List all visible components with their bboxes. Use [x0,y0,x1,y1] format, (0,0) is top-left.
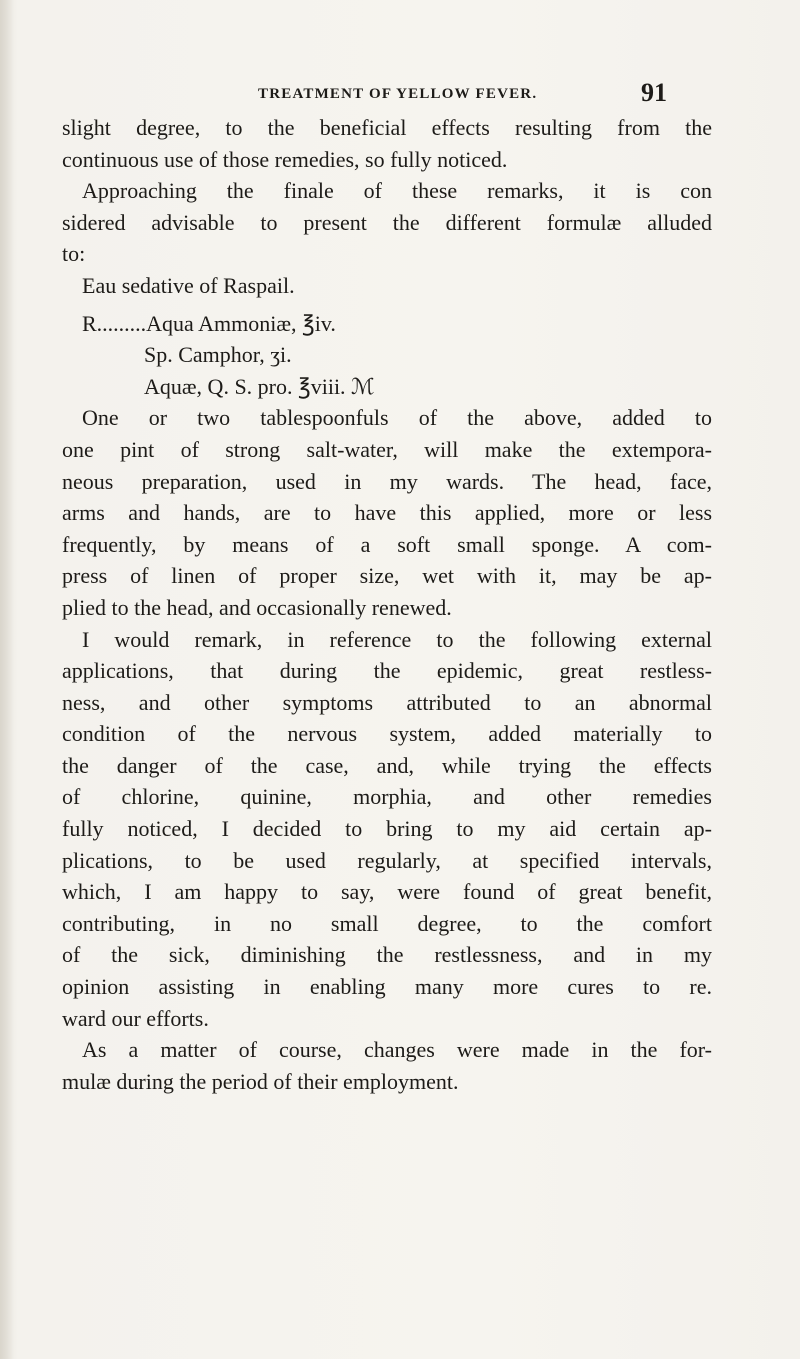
page-number: 91 [641,78,667,107]
formula-line: R.........Aqua Ammoniæ, ℥iv. [82,310,336,336]
text-line: fully noticed, I decided to bring to my aid certain ap- [62,816,712,842]
text-line: of chlorine, quinine, morphia, and other remedies [62,784,712,810]
text-line: of the sick, diminishing the restlessness, and in my [62,942,712,968]
text-line: the danger of the case, and, while trying the effects [62,752,712,778]
formula-line: Aquæ, Q. S. pro. ℥viii. ℳ [144,373,375,399]
formula-line: Sp. Camphor, ʒi. [144,342,292,368]
text-line: opinion assisting in enabling many more cures to re. [62,974,712,1000]
body-text [62,112,712,1097]
page-edge-shadow [0,0,14,1359]
text-line: neous preparation, used in my wards. The head, face, [62,468,712,494]
running-head: TREATMENT OF YELLOW FEVER. [258,86,538,102]
text-line: mulæ during the period of their employment. [62,1068,459,1094]
text-line: contributing, in no small degree, to the comfort [62,910,712,936]
text-line: frequently, by means of a soft small sponge. A com- [62,531,712,557]
text-line: I would remark, in reference to the following external [82,626,712,652]
text-line: One or two tablespoonfuls of the above, added to [82,405,712,431]
text-line: ward our efforts. [62,1005,209,1031]
text-line: applications, that during the epidemic, great restless- [62,658,712,684]
text-line: slight degree, to the beneficial effects resulting from the [62,115,712,140]
text-line: one pint of strong salt-water, will make the extempora- [62,436,712,462]
text-line: arms and hands, are to have this applied, more or less [62,500,712,526]
page-header [0,78,800,108]
text-line: which, I am happy to say, were found of great benefit, [62,879,712,905]
text-line: press of linen of proper size, wet with it, may be ap- [62,563,712,589]
text-line: Approaching the finale of these remarks, it is con [82,178,712,204]
text-line: sidered advisable to present the different formulæ alluded [62,209,712,235]
text-line: plied to the head, and occasionally renewed. [62,594,452,620]
text-line: to: [62,241,86,267]
text-line: continuous use of those remedies, so fully noticed. [62,146,508,172]
text-line: As a matter of course, changes were made in the for- [82,1037,712,1063]
formula-title: Eau sedative of Raspail. [82,272,295,298]
text-line: condition of the nervous system, added materially to [62,721,712,747]
text-line: plications, to be used regularly, at specified intervals, [62,847,712,873]
text-line: ness, and other symptoms attributed to an abnormal [62,689,712,715]
